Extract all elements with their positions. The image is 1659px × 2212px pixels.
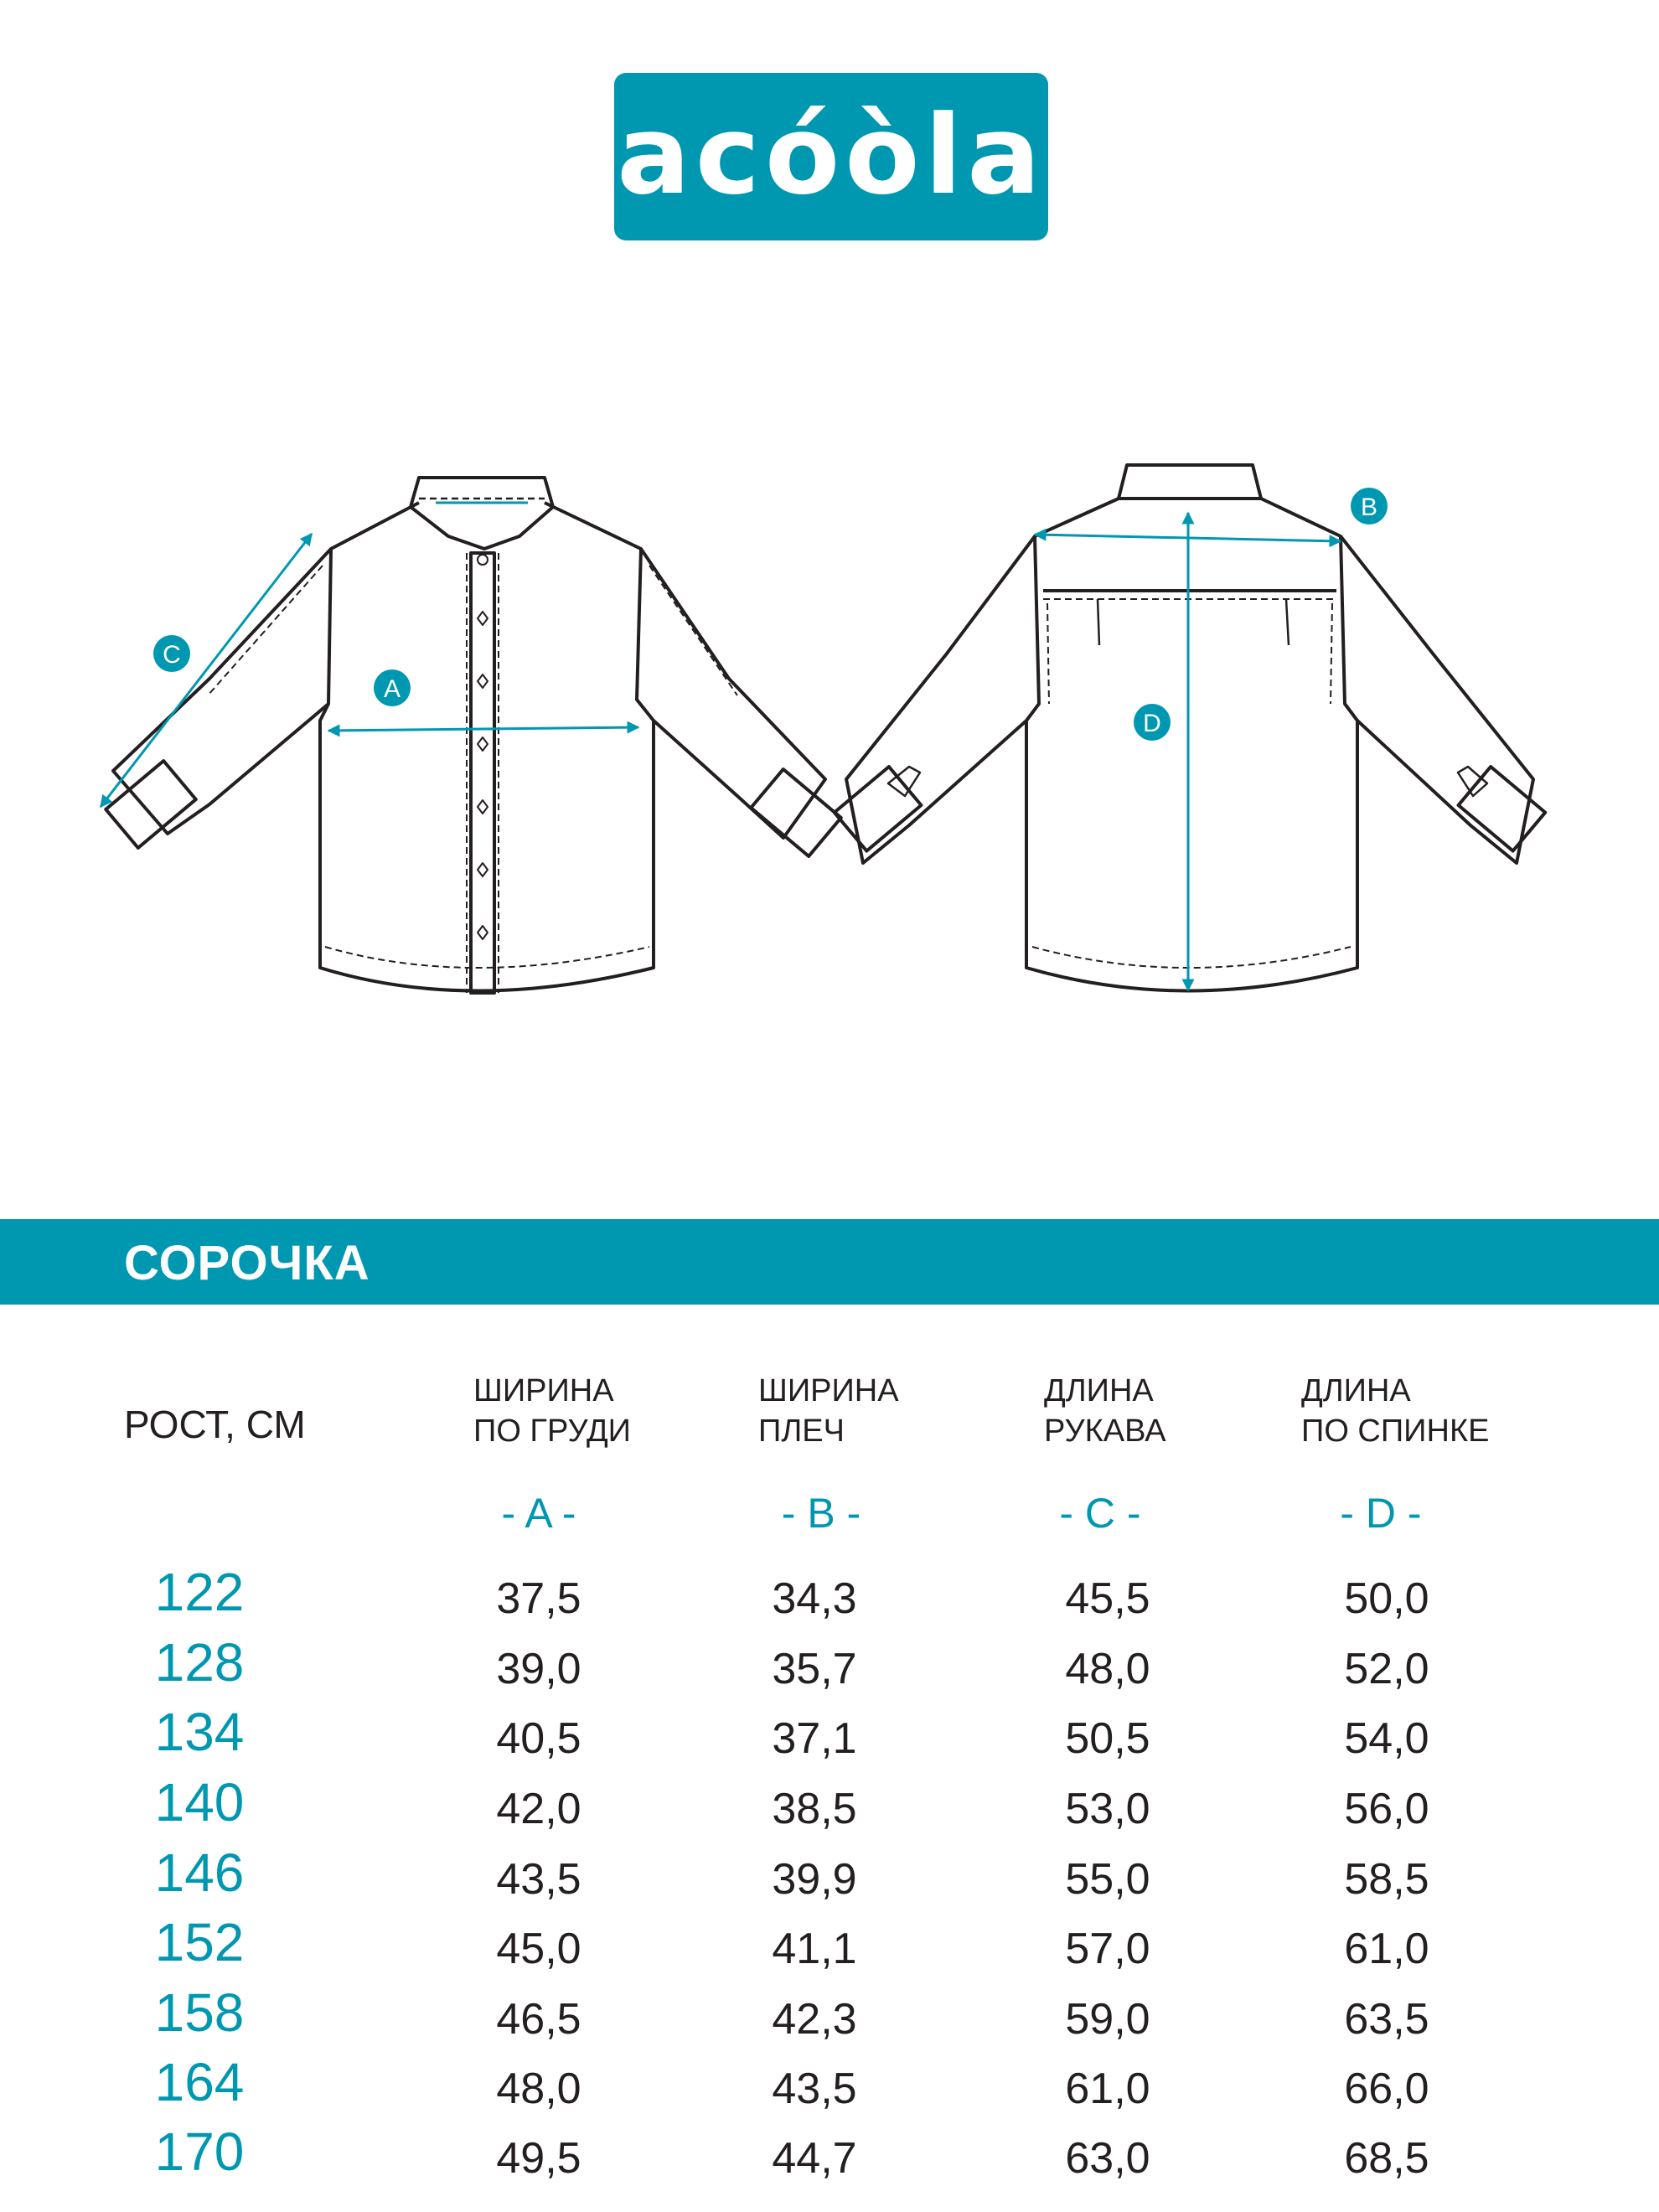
column-letter-c: - C -	[1059, 1490, 1141, 1537]
table-row	[0, 1632, 1659, 1706]
sleeve-cell: 59,0	[1065, 1995, 1150, 2044]
column-header-sleeve	[1044, 1371, 1166, 1451]
sleeve-cell: 57,0	[1065, 1925, 1150, 1973]
column-header-line: ПЛЕЧ	[758, 1414, 845, 1449]
chest-cell: 43,5	[496, 1855, 581, 1904]
logo-text: acóòla	[617, 91, 1046, 219]
sleeve-cell: 53,0	[1065, 1785, 1150, 1833]
sleeve-cell: 61,0	[1065, 2065, 1150, 2113]
column-header-shoulders	[758, 1371, 899, 1451]
chest-cell: 49,5	[496, 2134, 581, 2183]
height-cell: 140	[154, 1772, 245, 1832]
height-cell: 122	[154, 1562, 245, 1622]
chest-cell: 45,0	[496, 1925, 581, 1973]
back-length-cell: 61,0	[1344, 1925, 1429, 1973]
column-letter-a: - A -	[501, 1490, 576, 1537]
column-header-line: ПО ГРУДИ	[473, 1414, 631, 1449]
sleeve-cell: 63,0	[1065, 2134, 1150, 2183]
sleeve-cell: 48,0	[1065, 1645, 1150, 1693]
back-length-cell: 54,0	[1344, 1714, 1429, 1763]
back-length-cell: 52,0	[1344, 1645, 1429, 1693]
shoulders-cell: 35,7	[772, 1645, 857, 1693]
column-header-line: ПО СПИНКЕ	[1301, 1414, 1490, 1449]
height-cell: 158	[154, 1982, 245, 2043]
shoulders-cell: 44,7	[772, 2134, 857, 2183]
height-cell: 128	[154, 1632, 245, 1693]
table-row	[0, 1562, 1659, 1636]
sleeve-cell: 45,5	[1065, 1574, 1150, 1623]
back-length-cell: 50,0	[1344, 1574, 1429, 1623]
marker-a-label: A	[383, 675, 401, 703]
brand-logo	[614, 73, 1048, 240]
column-header-line: ШИРИНА	[473, 1373, 614, 1408]
table-row	[0, 2052, 1659, 2126]
product-title: СОРОЧКА	[124, 1236, 370, 1290]
back-length-cell: 63,5	[1344, 1995, 1429, 2044]
marker-d-label: D	[1143, 710, 1161, 737]
shoulders-cell: 42,3	[772, 1995, 857, 2044]
chest-cell: 46,5	[496, 1995, 581, 2044]
column-header-chest	[473, 1371, 631, 1451]
height-column-label: РОСТ, СМ	[124, 1403, 306, 1446]
column-letter-d: - D -	[1340, 1490, 1422, 1537]
column-header-line: ШИРИНА	[758, 1373, 899, 1408]
chest-cell: 48,0	[496, 2065, 581, 2113]
height-cell: 152	[154, 1912, 245, 1972]
height-cell: 134	[154, 1702, 245, 1762]
table-row	[0, 2122, 1659, 2195]
column-header-back-length	[1301, 1371, 1489, 1451]
chest-cell: 37,5	[496, 1574, 581, 1623]
shirt-measurement-diagram	[0, 444, 1659, 1031]
height-cell: 146	[154, 1842, 245, 1903]
table-row	[0, 1912, 1659, 1986]
shirt-back-view	[835, 465, 1545, 991]
column-header-line: ДЛИНА	[1301, 1373, 1411, 1408]
back-length-cell: 56,0	[1344, 1785, 1429, 1833]
shoulders-cell: 34,3	[772, 1574, 857, 1623]
back-length-cell: 66,0	[1344, 2065, 1429, 2113]
table-row	[0, 1772, 1659, 1846]
sleeve-cell: 50,5	[1065, 1714, 1150, 1763]
sleeve-cell: 55,0	[1065, 1855, 1150, 1904]
shoulders-cell: 38,5	[772, 1785, 857, 1833]
shoulders-cell: 43,5	[772, 2065, 857, 2113]
column-letter-b: - B -	[781, 1490, 861, 1537]
back-length-cell: 58,5	[1344, 1855, 1429, 1904]
marker-b-label: B	[1360, 494, 1378, 521]
shoulders-cell: 37,1	[772, 1714, 857, 1763]
table-row	[0, 1982, 1659, 2056]
table-row	[0, 1702, 1659, 1775]
column-header-line: ДЛИНА	[1044, 1373, 1154, 1408]
shoulders-cell: 39,9	[772, 1855, 857, 1904]
marker-c-label: C	[163, 641, 181, 669]
back-length-cell: 68,5	[1344, 2134, 1429, 2183]
table-row	[0, 1842, 1659, 1916]
shoulders-cell: 41,1	[772, 1925, 857, 1973]
chest-cell: 39,0	[496, 1645, 581, 1693]
column-header-line: РУКАВА	[1044, 1414, 1166, 1449]
chest-cell: 40,5	[496, 1714, 581, 1763]
height-cell: 164	[154, 2052, 245, 2112]
shirt-front-view	[106, 478, 841, 993]
chest-cell: 42,0	[496, 1785, 581, 1833]
height-cell: 170	[154, 2122, 245, 2182]
product-banner	[0, 1219, 1659, 1305]
